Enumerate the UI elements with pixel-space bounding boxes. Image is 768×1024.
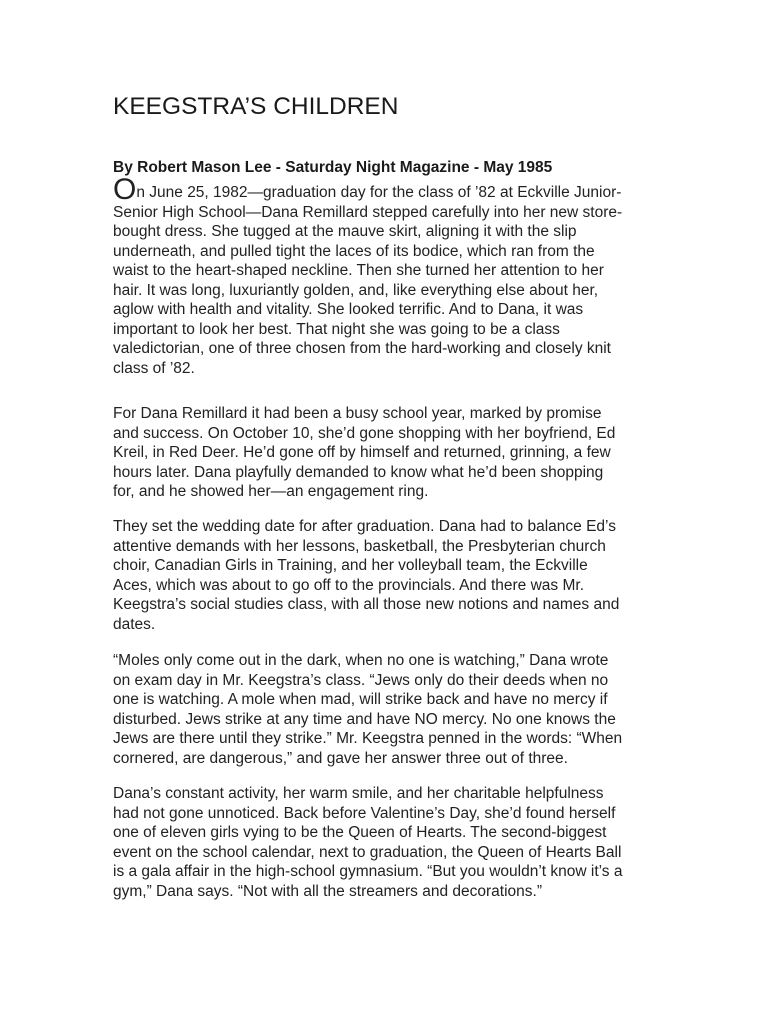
paragraph-line: Jews are there until they strike.” Mr. Keegstra penned in the words: “When — [113, 730, 623, 747]
paragraph-line: gym,” Dana says. “Not with all the streamers and decorations.” — [113, 882, 543, 900]
paragraph-line: important to look her best. That night she was going to be a class — [113, 320, 560, 338]
paragraph-line: bought dress. She tugged at the mauve skirt, aligning it with the slip — [113, 223, 577, 240]
paragraph-line: cornered, are dangerous,” and gave her answer three out of three. — [113, 749, 568, 767]
drop-cap: O — [113, 173, 137, 206]
paragraph-3 — [113, 517, 658, 634]
paragraph-line: and success. On October 10, she’d gone shopping with her boyfriend, Ed — [113, 424, 616, 442]
paragraph-line: For Dana Remillard it had been a busy school year, marked by promise — [113, 405, 602, 422]
paragraph-line: on exam day in Mr. Keegstra’s class. “Jews only do their deeds when no — [113, 671, 609, 689]
paragraph-line: hair. It was long, luxuriantly golden, and, like everything else about her, — [113, 281, 599, 299]
paragraph-line: attentive demands with her lessons, basketball, the Presbyterian church — [113, 537, 606, 555]
paragraph-line: disturbed. Jews strike at any time and have NO mercy. No one knows the — [113, 710, 616, 728]
paragraph-line: had not gone unnoticed. Back before Valentine’s Day, she’d found herself — [113, 804, 616, 822]
article-title: KEEGSTRA’S CHILDREN — [113, 93, 399, 120]
paragraph-line: valedictorian, one of three chosen from the hard-working and closely knit — [113, 340, 611, 357]
paragraph-line: aglow with health and vitality. She looked terrific. And to Dana, it was — [113, 301, 584, 318]
paragraph-line: event on the school calendar, next to graduation, the Queen of Hearts Ball — [113, 843, 622, 861]
paragraph-line: Dana’s constant activity, her warm smile, and her charitable helpfulness — [113, 785, 604, 802]
paragraph-1 — [113, 173, 658, 378]
paragraph-line: waist to the heart-shaped neckline. Then she turned her attention to her — [113, 262, 604, 279]
paragraph-line: Senior High School—Dana Remillard stepped carefully into her new store- — [113, 203, 623, 221]
paragraph-line: Keegstra’s social studies class, with all those new notions and names and — [113, 596, 620, 613]
paragraph-line: class of ’82. — [113, 359, 195, 377]
paragraph-5 — [113, 784, 658, 901]
paragraph-line: is a gala affair in the high-school gymnasium. “But you wouldn’t know it’s a — [113, 863, 623, 880]
paragraph-line: dates. — [113, 615, 156, 633]
paragraph-line: underneath, and pulled tight the laces of its bodice, which ran from the — [113, 242, 595, 260]
paragraph-line: They set the wedding date for after graduation. Dana had to balance Ed’s — [113, 518, 616, 535]
paragraph-line: Kreil, in Red Deer. He’d gone off by himself and returned, grinning, a few — [113, 444, 611, 461]
paragraph-line: Aces, which was about to go off to the provincials. And there was Mr. — [113, 576, 584, 594]
paragraph-line: one of eleven girls vying to be the Queen of Hearts. The second-biggest — [113, 824, 607, 841]
paragraph-2 — [113, 404, 658, 502]
paragraph-line: hours later. Dana playfully demanded to know what he’d been shopping — [113, 463, 604, 481]
paragraph-4 — [113, 651, 658, 768]
paragraph-line: On June 25, 1982—graduation day for the class of ’82 at Eckville Junior- — [113, 173, 622, 206]
paragraph-line: one is watching. A mole when mad, will strike back and have no mercy if — [113, 691, 608, 708]
paragraph-line: choir, Canadian Girls in Training, and her volleyball team, the Eckville — [113, 557, 588, 574]
paragraph-line: for, and he showed her—an engagement ring. — [113, 483, 429, 500]
paragraph-line: “Moles only come out in the dark, when no one is watching,” Dana wrote — [113, 652, 609, 669]
article-byline: By Robert Mason Lee - Saturday Night Magazine - May 1985 — [113, 159, 553, 176]
